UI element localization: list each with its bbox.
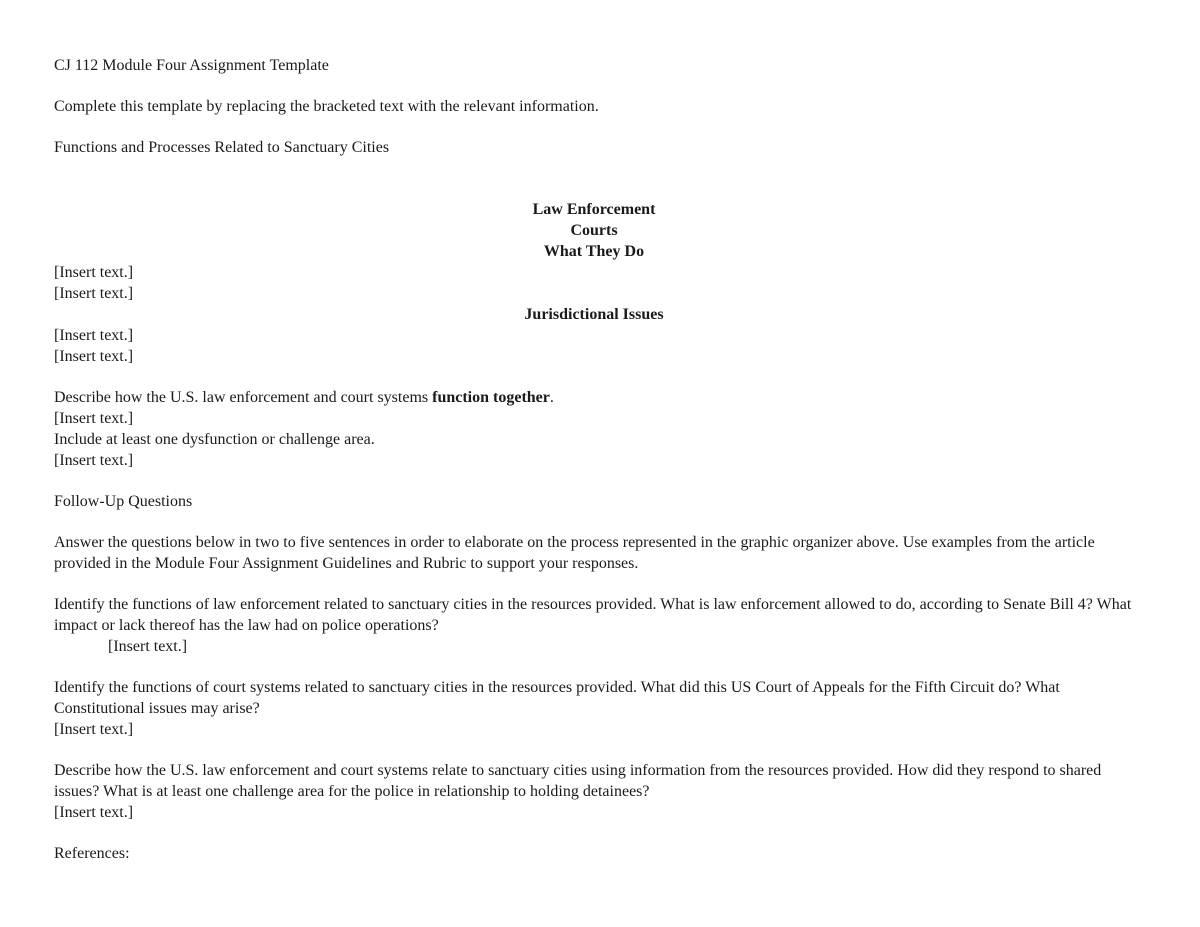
insert-text-placeholder[interactable]: [Insert text.]	[108, 638, 188, 655]
insert-text-placeholder[interactable]: [Insert text.]	[54, 348, 134, 365]
organizer-heading-law-enforcement: Law Enforcement	[532, 201, 656, 218]
insert-text-placeholder[interactable]: [Insert text.]	[54, 452, 134, 469]
section-heading: Functions and Processes Related to Sanctuary Cities	[54, 139, 390, 156]
organizer-heading-jurisdictional-issues: Jurisdictional Issues	[524, 306, 664, 323]
instructions-text: Complete this template by replacing the bracketed text with the relevant information.	[54, 98, 599, 115]
challenge-prompt: Include at least one dysfunction or challenge area.	[54, 431, 375, 448]
prompt-prefix: Describe how the U.S. law enforcement and court systems	[54, 389, 433, 406]
question-1: Identify the functions of law enforcement related to sanctuary cities in the resources provided. What is law enforcement allowed to do, according to Senate Bill 4? What impact or lack thereof has the law had on police operations?	[54, 596, 1132, 634]
insert-text-placeholder[interactable]: [Insert text.]	[54, 285, 134, 302]
organizer-heading-what-they-do: What They Do	[543, 243, 645, 260]
insert-text-placeholder[interactable]: [Insert text.]	[54, 721, 134, 738]
insert-text-placeholder[interactable]: [Insert text.]	[54, 264, 134, 281]
organizer-heading-courts: Courts	[570, 222, 618, 239]
function-together-prompt	[54, 387, 1134, 408]
follow-up-intro: Answer the questions below in two to five sentences in order to elaborate on the process represented in the graphic organizer above. Use examples from the article provided in the Module Four Assignment Guidelines and Rubric to support your responses.	[54, 534, 1095, 572]
insert-text-placeholder[interactable]: [Insert text.]	[54, 804, 134, 821]
insert-text-placeholder[interactable]: [Insert text.]	[54, 327, 134, 344]
prompt-suffix: .	[549, 389, 554, 406]
document-title: CJ 112 Module Four Assignment Template	[54, 57, 329, 74]
prompt-bold: function together	[432, 389, 550, 406]
document-page	[54, 55, 1134, 864]
question-2: Identify the functions of court systems related to sanctuary cities in the resources provided. What did this US Court of Appeals for the Fifth Circuit do? What Constitutional issues may arise?	[54, 679, 1060, 717]
insert-text-placeholder[interactable]: [Insert text.]	[54, 410, 134, 427]
follow-up-heading: Follow-Up Questions	[54, 493, 193, 510]
references-label: References:	[54, 845, 130, 862]
question-3: Describe how the U.S. law enforcement and court systems relate to sanctuary cities using information from the resources provided. How did they respond to shared issues? What is at least one challenge area for the police in relationship to holding detainees?	[54, 762, 1102, 800]
